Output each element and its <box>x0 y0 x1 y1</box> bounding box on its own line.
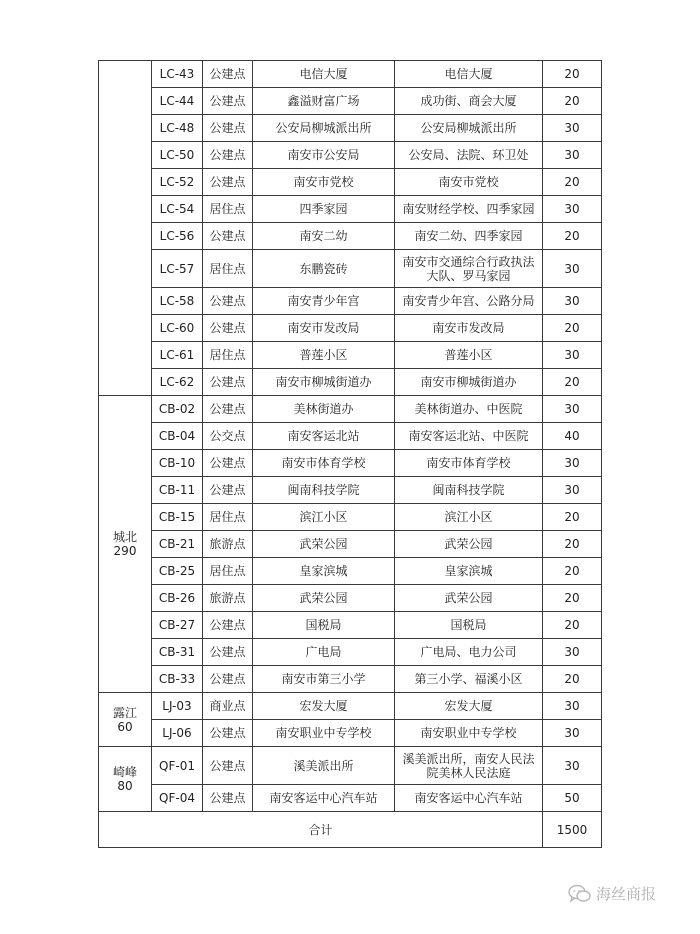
count-cell: 20 <box>543 531 602 558</box>
code-cell: LJ-06 <box>152 720 203 747</box>
table-row <box>99 369 602 396</box>
name-cell: 普莲小区 <box>253 342 395 369</box>
table-row <box>99 720 602 747</box>
code-cell: CB-04 <box>152 423 203 450</box>
count-cell: 20 <box>543 223 602 250</box>
table-row <box>99 88 602 115</box>
location-cell: 宏发大厦 <box>395 693 543 720</box>
code-cell: CB-02 <box>152 396 203 423</box>
type-cell: 公交点 <box>203 423 253 450</box>
count-cell: 20 <box>543 666 602 693</box>
location-cell: 美林街道办、中医院 <box>395 396 543 423</box>
type-cell: 公建点 <box>203 315 253 342</box>
type-cell: 公建点 <box>203 639 253 666</box>
count-cell: 20 <box>543 504 602 531</box>
name-cell: 溪美派出所 <box>253 747 395 785</box>
location-cell: 南安市党校 <box>395 169 543 196</box>
location-cell: 溪美派出所，南安人民法院美林人民法庭 <box>395 747 543 785</box>
type-cell: 居住点 <box>203 342 253 369</box>
location-cell: 皇家滨城 <box>395 558 543 585</box>
location-cell: 南安客运北站、中医院 <box>395 423 543 450</box>
type-cell: 居住点 <box>203 504 253 531</box>
location-cell: 南安职业中专学校 <box>395 720 543 747</box>
count-cell: 30 <box>543 342 602 369</box>
region-total: 80 <box>117 779 133 793</box>
type-cell: 公建点 <box>203 115 253 142</box>
type-cell: 居住点 <box>203 558 253 585</box>
location-cell: 南安青少年宫、公路分局 <box>395 288 543 315</box>
type-cell: 公建点 <box>203 747 253 785</box>
name-cell: 四季家园 <box>253 196 395 223</box>
name-cell: 南安市体育学校 <box>253 450 395 477</box>
watermark-text: 海丝商报 <box>595 885 656 903</box>
table-row <box>99 531 602 558</box>
code-cell: CB-33 <box>152 666 203 693</box>
name-cell: 鑫溢财富广场 <box>253 88 395 115</box>
name-cell: 宏发大厦 <box>253 693 395 720</box>
code-cell: CB-15 <box>152 504 203 531</box>
table-row <box>99 169 602 196</box>
table-row <box>99 396 602 423</box>
name-cell: 南安市公安局 <box>253 142 395 169</box>
name-cell: 南安市党校 <box>253 169 395 196</box>
count-cell: 20 <box>543 558 602 585</box>
code-cell: LC-54 <box>152 196 203 223</box>
location-cell: 闽南科技学院 <box>395 477 543 504</box>
name-cell: 南安市柳城街道办 <box>253 369 395 396</box>
table-row <box>99 477 602 504</box>
count-cell: 30 <box>543 693 602 720</box>
type-cell: 公建点 <box>203 61 253 88</box>
table-row <box>99 315 602 342</box>
table-row <box>99 342 602 369</box>
name-cell: 滨江小区 <box>253 504 395 531</box>
region-name: 崎峰 <box>112 765 137 779</box>
code-cell: LC-60 <box>152 315 203 342</box>
region-name: 城北 <box>112 530 137 544</box>
count-cell: 30 <box>543 747 602 785</box>
total-value: 1500 <box>543 812 602 848</box>
table-row <box>99 585 602 612</box>
type-cell: 居住点 <box>203 196 253 223</box>
location-cell: 南安财经学校、四季家园 <box>395 196 543 223</box>
count-cell: 20 <box>543 61 602 88</box>
code-cell: LC-43 <box>152 61 203 88</box>
name-cell: 皇家滨城 <box>253 558 395 585</box>
table-body <box>99 61 602 848</box>
name-cell: 南安职业中专学校 <box>253 720 395 747</box>
region-cell-liucheng <box>99 61 152 396</box>
location-cell: 南安市交通综合行政执法大队、罗马家园 <box>395 250 543 288</box>
table-row <box>99 61 602 88</box>
name-cell: 电信大厦 <box>253 61 395 88</box>
type-cell: 公建点 <box>203 142 253 169</box>
count-cell: 30 <box>543 250 602 288</box>
location-cell: 滨江小区 <box>395 504 543 531</box>
location-cell: 南安二幼、四季家园 <box>395 223 543 250</box>
region-name: 露江 <box>112 705 137 720</box>
count-cell: 20 <box>543 315 602 342</box>
table-row <box>99 785 602 812</box>
name-cell: 南安市发改局 <box>253 315 395 342</box>
code-cell: LC-50 <box>152 142 203 169</box>
region-total: 60 <box>117 719 133 734</box>
location-cell: 国税局 <box>395 612 543 639</box>
code-cell: CB-10 <box>152 450 203 477</box>
count-cell: 30 <box>543 196 602 223</box>
type-cell: 商业点 <box>203 693 253 720</box>
count-cell: 30 <box>543 396 602 423</box>
code-cell: LC-56 <box>152 223 203 250</box>
name-cell: 南安二幼 <box>253 223 395 250</box>
location-cell: 南安客运中心汽车站 <box>395 785 543 812</box>
type-cell: 公建点 <box>203 369 253 396</box>
type-cell: 公建点 <box>203 450 253 477</box>
name-cell: 国税局 <box>253 612 395 639</box>
type-cell: 公建点 <box>203 288 253 315</box>
watermark <box>568 883 656 904</box>
type-cell: 公建点 <box>203 785 253 812</box>
name-cell: 武荣公园 <box>253 585 395 612</box>
code-cell: LC-57 <box>152 250 203 288</box>
type-cell: 居住点 <box>203 250 253 288</box>
region-cell-qifeng <box>99 747 152 812</box>
table-row <box>99 504 602 531</box>
name-cell: 武荣公园 <box>253 531 395 558</box>
table-row <box>99 223 602 250</box>
count-cell: 30 <box>543 477 602 504</box>
type-cell: 公建点 <box>203 477 253 504</box>
type-cell: 公建点 <box>203 612 253 639</box>
code-cell: LC-61 <box>152 342 203 369</box>
count-cell: 20 <box>543 88 602 115</box>
type-cell: 公建点 <box>203 720 253 747</box>
code-cell: CB-25 <box>152 558 203 585</box>
table-row <box>99 612 602 639</box>
region-total: 290 <box>113 544 137 558</box>
count-cell: 20 <box>543 169 602 196</box>
count-cell: 30 <box>543 720 602 747</box>
count-cell: 20 <box>543 585 602 612</box>
location-cell: 电信大厦 <box>395 61 543 88</box>
code-cell: LJ-03 <box>152 693 203 720</box>
code-cell: LC-62 <box>152 369 203 396</box>
location-cell: 南安市柳城街道办 <box>395 369 543 396</box>
name-cell: 东鹏瓷砖 <box>253 250 395 288</box>
wechat-icon <box>568 884 592 904</box>
type-cell: 公建点 <box>203 396 253 423</box>
name-cell: 公安局柳城派出所 <box>253 115 395 142</box>
location-cell: 武荣公园 <box>395 531 543 558</box>
table-row <box>99 450 602 477</box>
count-cell: 30 <box>543 450 602 477</box>
table-row <box>99 747 602 785</box>
code-cell: LC-52 <box>152 169 203 196</box>
code-cell: LC-44 <box>152 88 203 115</box>
table-row <box>99 423 602 450</box>
name-cell: 南安客运北站 <box>253 423 395 450</box>
code-cell: LC-48 <box>152 115 203 142</box>
location-cell: 成功街、商会大厦 <box>395 88 543 115</box>
location-cell: 南安市发改局 <box>395 315 543 342</box>
name-cell: 美林街道办 <box>253 396 395 423</box>
code-cell: QF-04 <box>152 785 203 812</box>
table-row <box>99 115 602 142</box>
type-cell: 旅游点 <box>203 531 253 558</box>
name-cell: 南安客运中心汽车站 <box>253 785 395 812</box>
type-cell: 旅游点 <box>203 585 253 612</box>
code-cell: CB-26 <box>152 585 203 612</box>
location-cell: 公安局柳城派出所 <box>395 115 543 142</box>
name-cell: 闽南科技学院 <box>253 477 395 504</box>
table-row <box>99 250 602 288</box>
location-cell: 南安市体育学校 <box>395 450 543 477</box>
code-cell: QF-01 <box>152 747 203 785</box>
location-cell: 广电局、电力公司 <box>395 639 543 666</box>
location-cell: 公安局、法院、环卫处 <box>395 142 543 169</box>
count-cell: 30 <box>543 288 602 315</box>
count-cell: 40 <box>543 423 602 450</box>
table-row <box>99 693 602 720</box>
name-cell: 南安青少年宫 <box>253 288 395 315</box>
count-cell: 20 <box>543 369 602 396</box>
count-cell: 20 <box>543 612 602 639</box>
code-cell: CB-27 <box>152 612 203 639</box>
location-cell: 第三小学、福溪小区 <box>395 666 543 693</box>
table-row <box>99 666 602 693</box>
location-cell: 武荣公园 <box>395 585 543 612</box>
type-cell: 公建点 <box>203 666 253 693</box>
location-cell: 普莲小区 <box>395 342 543 369</box>
code-cell: CB-31 <box>152 639 203 666</box>
table-row <box>99 142 602 169</box>
code-cell: CB-21 <box>152 531 203 558</box>
name-cell: 南安市第三小学 <box>253 666 395 693</box>
name-cell: 广电局 <box>253 639 395 666</box>
code-cell: LC-58 <box>152 288 203 315</box>
type-cell: 公建点 <box>203 169 253 196</box>
type-cell: 公建点 <box>203 88 253 115</box>
count-cell: 50 <box>543 785 602 812</box>
parking-data-table <box>98 60 602 848</box>
type-cell: 公建点 <box>203 223 253 250</box>
count-cell: 30 <box>543 115 602 142</box>
count-cell: 30 <box>543 142 602 169</box>
table-row <box>99 288 602 315</box>
count-cell: 30 <box>543 639 602 666</box>
table-row <box>99 196 602 223</box>
region-cell-chengbei <box>99 396 152 693</box>
table-row <box>99 639 602 666</box>
table-row <box>99 558 602 585</box>
total-label: 合计 <box>99 812 543 848</box>
region-cell-lujiang <box>99 693 152 747</box>
total-row <box>99 812 602 848</box>
code-cell: CB-11 <box>152 477 203 504</box>
